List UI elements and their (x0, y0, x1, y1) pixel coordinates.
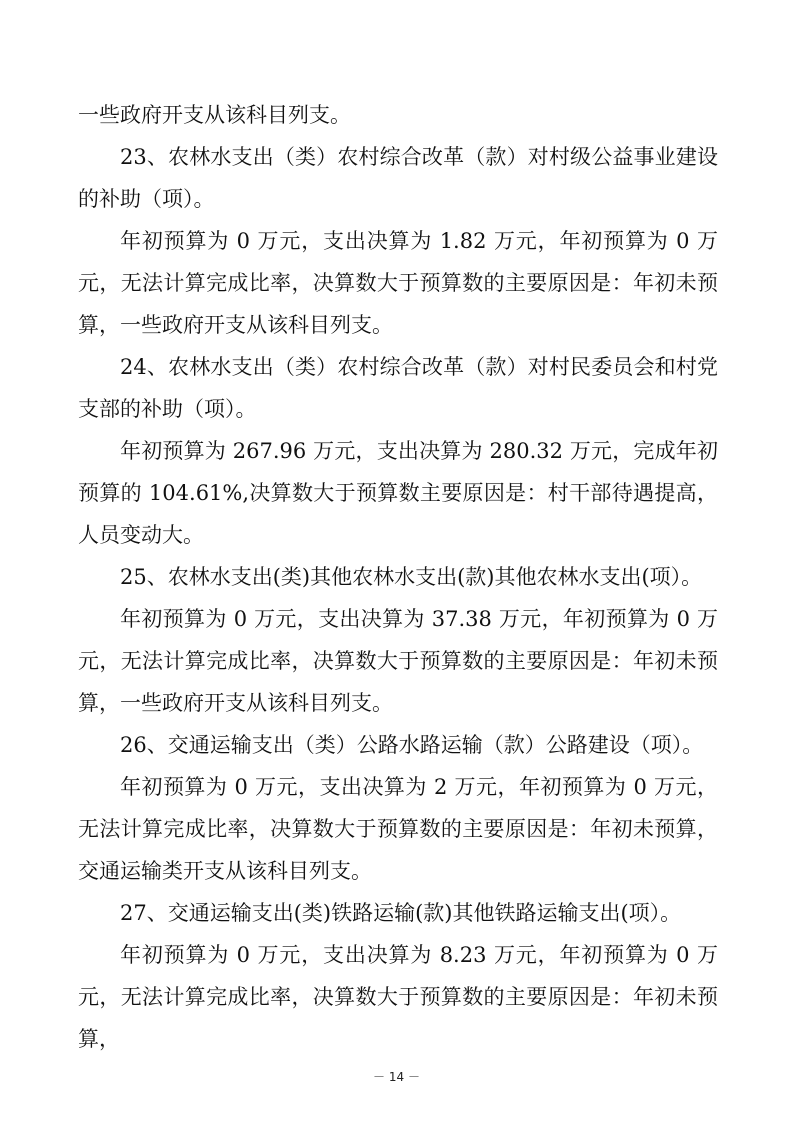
paragraph-item-26-body: 年初预算为 0 万元，支出决算为 2 万元，年初预算为 0 万元，无法计算完成比率，决算数大于预算数的主要原因是：年初未预算，交通运输类开支从该科目列支。 (78, 775, 718, 883)
document-body (78, 94, 718, 1060)
paragraph-item-25-heading: 25、农林水支出(类)其他农林水支出(款)其他农林水支出(项）。 (120, 565, 703, 589)
paragraph-item-23-body: 年初预算为 0 万元，支出决算为 1.82 万元，年初预算为 0 万元，无法计算完成比率，决算数大于预算数的主要原因是：年初未预算，一些政府开支从该科目列支。 (78, 229, 718, 337)
page-number: － 14 － (373, 1070, 420, 1084)
paragraph-item-23-heading: 23、农林水支出（类）农村综合改革（款）对村级公益事业建设的补助（项）。 (78, 145, 718, 211)
paragraph-item-25-body: 年初预算为 0 万元，支出决算为 37.38 万元，年初预算为 0 万元，无法计算完成比率，决算数大于预算数的主要原因是：年初未预算，一些政府开支从该科目列支。 (78, 607, 718, 715)
paragraph-item-26-heading: 26、交通运输支出（类）公路水路运输（款）公路建设（项）。 (120, 733, 704, 757)
paragraph-continuation: 一些政府开支从该科目列支。 (78, 103, 351, 127)
paragraph-item-24-heading: 24、农林水支出（类）农村综合改革（款）对村民委员会和村党支部的补助（项）。 (78, 355, 718, 421)
paragraph-item-27-heading: 27、交通运输支出(类)铁路运输(款)其他铁路运输支出(项）。 (120, 901, 682, 925)
paragraph-item-24-body: 年初预算为 267.96 万元，支出决算为 280.32 万元，完成年初预算的 104.61%,决算数大于预算数主要原因是：村干部待遇提高，人员变动大。 (78, 439, 718, 547)
paragraph-item-27-body: 年初预算为 0 万元，支出决算为 8.23 万元，年初预算为 0 万元，无法计算完成比率，决算数大于预算数的主要原因是：年初未预算， (78, 943, 718, 1051)
